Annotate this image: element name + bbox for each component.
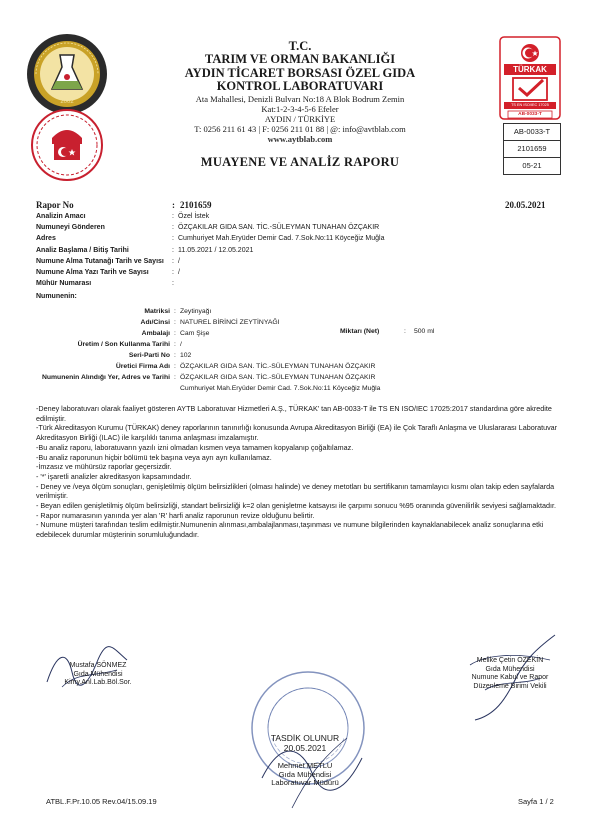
field-label: Numune Alma Tutanağı Tarih ve Sayısı — [36, 258, 164, 265]
note-item: -Deney laboratuvarı olarak faaliyet gösteren AYTB Laboratuvar Hizmetleri A.Ş., TÜRKAK' tan AB-0033-T ile TS EN ISO/IEC 17025:2017 standardına göre akredite edilmiştir. — [36, 404, 552, 423]
report-period-box: 05-21 — [504, 157, 560, 174]
field-value: ÖZÇAKILAR GIDA SAN. TİC.-SÜLEYMAN TUNAHAN ÖZÇAKIR — [178, 224, 380, 231]
sample-colon: : — [174, 308, 176, 315]
field-label: Numuneyi Gönderen — [36, 224, 105, 231]
report-no-colon: : — [172, 200, 175, 210]
note-item: -Bu analiz raporu, laboratuvarın yazılı izni olmadan kısmen veya tamamen kopyalanıp çoğaltılamaz. — [36, 442, 354, 452]
report-no-value: 2101659 — [180, 200, 212, 210]
sample-colon: : — [174, 374, 176, 381]
header-tc: T.C. — [288, 39, 312, 53]
page-number: Sayfa 1 / 2 — [518, 797, 554, 806]
sample-label: Üretici Firma Adı — [115, 363, 170, 370]
note-item: - '*' işaretli analizler akreditasyon kapsamındadır. — [36, 471, 192, 481]
note-item: -Bu analiz raporunun hiçbir bölümü tek başına veya ayrı ayrı kullanılamaz. — [36, 452, 272, 462]
sample-value: 102 — [180, 352, 192, 359]
sample-colon: : — [174, 352, 176, 359]
header-address-3: AYDIN / TÜRKİYE — [264, 113, 336, 124]
approver-title: Laboratuvar Müdürü — [271, 778, 339, 787]
report-date: 20.05.2021 — [505, 200, 546, 210]
field-value: Cumhuriyet Mah.Eryüder Demir Cad. 7.Sok.No:11 Köyceğiz Muğla — [178, 235, 385, 242]
report-no-label: Rapor No — [36, 200, 74, 210]
field-label: Analiz Başlama / Bitiş Tarihi — [36, 247, 129, 254]
sample-label: Matriksi — [144, 308, 170, 315]
sample-value: ÖZÇAKILAR GIDA SAN. TİC.-SÜLEYMAN TUNAHAN ÖZÇAKIR — [180, 363, 376, 370]
sample-value: Cam Şişe — [180, 330, 210, 337]
header-ministry: TARIM VE ORMAN BAKANLIĞI — [204, 52, 396, 66]
field-colon: : — [172, 247, 174, 254]
approver-name: Mehmet METLU — [277, 761, 333, 770]
note-item: - Numune müşteri tarafından teslim edilmiştir.Numunenin alınması,ambalajlanması,taşınması ve numune bilgilerinden kaynaklanabilecek analiz sonuçlarına etki edebilecek durumlar müşterinin sorumluluğundadır. — [36, 520, 544, 540]
lab-header — [150, 40, 450, 144]
quantity-colon: : — [404, 328, 406, 335]
sample-label: Ambalajı — [141, 330, 170, 337]
field-colon: : — [172, 280, 174, 287]
field-value: Özel İstek — [178, 213, 210, 220]
field-label: Analizin Amacı — [36, 213, 86, 220]
sample-label: Seri-Parti No — [128, 352, 170, 359]
right-signer-role: Gıda Mühendisi — [485, 665, 535, 673]
field-value: / — [178, 258, 180, 265]
header-address-2: Kat:1-2-3-4-5-6 Efeler — [261, 103, 339, 114]
field-value: / — [178, 269, 180, 276]
sample-colon: : — [174, 330, 176, 337]
sample-value: / — [180, 341, 182, 348]
state-emblem-logo — [30, 108, 104, 182]
header-exchange: AYDIN TİCARET BORSASI ÖZEL GIDA — [184, 65, 416, 80]
approval-date: 20.05.2021 — [283, 743, 327, 753]
quantity-label: Miktarı (Net) — [340, 328, 380, 335]
seal-year: 2002 — [60, 99, 74, 105]
header-contact: T: 0256 211 61 43 | F: 0256 211 01 88 | @: info@avtblab.com — [194, 123, 406, 134]
report-notes — [36, 404, 558, 540]
right-signer-title-1: Numune Kabul ve Rapor — [471, 674, 549, 681]
sample-heading: Numunenin: — [36, 293, 77, 300]
quantity-value: 500 ml — [414, 328, 435, 335]
field-label: Numune Alma Yazı Tarih ve Sayısı — [36, 269, 149, 276]
right-signer-name: Melike Çetin ÖZEKİN — [476, 657, 544, 664]
field-colon: : — [172, 224, 174, 231]
field-colon: : — [172, 258, 174, 265]
note-item: -Türk Akreditasyon Kurumu (TÜRKAK) deney raporlarının tanınırlığı konusunda Avrupa Akreditasyon Birliği (EA) ile Çok Taraflı Anlaşma ve Uluslararası Laboratuvar Akreditasyon Birliği (ILAC) ile karşılıklı tanıma anlaşması imzalamıştır. — [36, 423, 558, 443]
form-code: ATBL.F.Pr.10.05 Rev.04/15.09.19 — [46, 797, 157, 806]
header-website: www.aytblab.com — [267, 133, 333, 144]
sample-value: ÖZÇAKILAR GIDA SAN. TİC.-SÜLEYMAN TUNAHAN ÖZÇAKIR — [180, 374, 376, 381]
field-label: Adres — [36, 235, 56, 242]
note-item: - Beyan edilen genişletilmiş ölçüm belirsizliği, standart belirsizliği k=2 olan genişletme katsayısı ile çarpımı sonucu %95 oranında güvenilirlik seviyesi sağlamaktadır. — [36, 501, 556, 511]
lab-seal-logo — [26, 33, 108, 115]
sample-label: Adı/Cinsi — [140, 319, 170, 326]
sample-address: Cumhuriyet Mah.Eryüder Demir Cad. 7.Sok.No:11 Köyceğiz Muğla — [180, 385, 381, 392]
sample-label: Üretim / Son Kullanma Tarihi — [77, 341, 170, 348]
field-colon: : — [172, 269, 174, 276]
left-signer-name: Mustafa SÖNMEZ — [69, 662, 127, 669]
left-signer-title: Kimy.Anl.Lab.Böl.Sor. — [64, 679, 132, 686]
right-signer-title-2: Düzenleme Birimi Vekili — [473, 682, 547, 690]
turkak-logo — [499, 36, 561, 120]
note-item: - Rapor numarasının yanında yer alan 'R' harfi analiz raporunun revize olduğunu belirtir. — [36, 510, 315, 520]
turkak-label: TÜRKAK — [513, 65, 547, 74]
sample-value: NATUREL BİRİNCİ ZEYTİNYAĞI — [180, 319, 280, 326]
sample-colon: : — [174, 363, 176, 370]
header-lab-name: KONTROL LABORATUVARI — [216, 79, 384, 93]
report-number-box: 2101659 — [504, 140, 560, 157]
sample-label: Numunenin Alındığı Yer, Adres ve Tarihi — [41, 374, 170, 381]
left-signature — [38, 662, 158, 688]
note-item: -İmzasız ve mühürsüz raporlar geçersizdir. — [36, 462, 172, 472]
header-address-1: Ata Mahallesi, Denizli Bulvarı No:18 A Blok Bodrum Zemin — [195, 93, 405, 104]
field-colon: : — [172, 235, 174, 242]
turkak-code: AB-0033-T — [518, 112, 542, 117]
left-signer-role: Gıda Mühendisi — [73, 670, 123, 678]
sample-colon: : — [174, 341, 176, 348]
accreditation-code-box — [503, 123, 561, 175]
report-title: MUAYENE VE ANALİZ RAPORU — [200, 155, 400, 169]
sample-colon: : — [174, 319, 176, 326]
field-colon: : — [172, 213, 174, 220]
approval-block — [230, 733, 380, 788]
turkak-standard: TS EN ISO/IEC 17025 — [511, 103, 549, 107]
accreditation-code: AB-0033-T — [513, 127, 551, 136]
sample-value: Zeytinyağı — [180, 308, 212, 315]
approver-role: Gıda Mühendisi — [278, 769, 332, 779]
note-item: - Deney ve /veya ölçüm sonuçları, genişletilmiş ölçüm belirsizlikleri (olması halinde) ve deney metotları bu sertifikanın tamamlayıcı kısmı olan takip eden sayfalarda verilmiştir. — [36, 481, 555, 501]
field-label: Mühür Numarası — [36, 280, 92, 287]
approval-title: TASDİK OLUNUR — [270, 733, 340, 743]
field-value: 11.05.2021 / 12.05.2021 — [178, 247, 254, 254]
right-signature — [440, 657, 580, 691]
